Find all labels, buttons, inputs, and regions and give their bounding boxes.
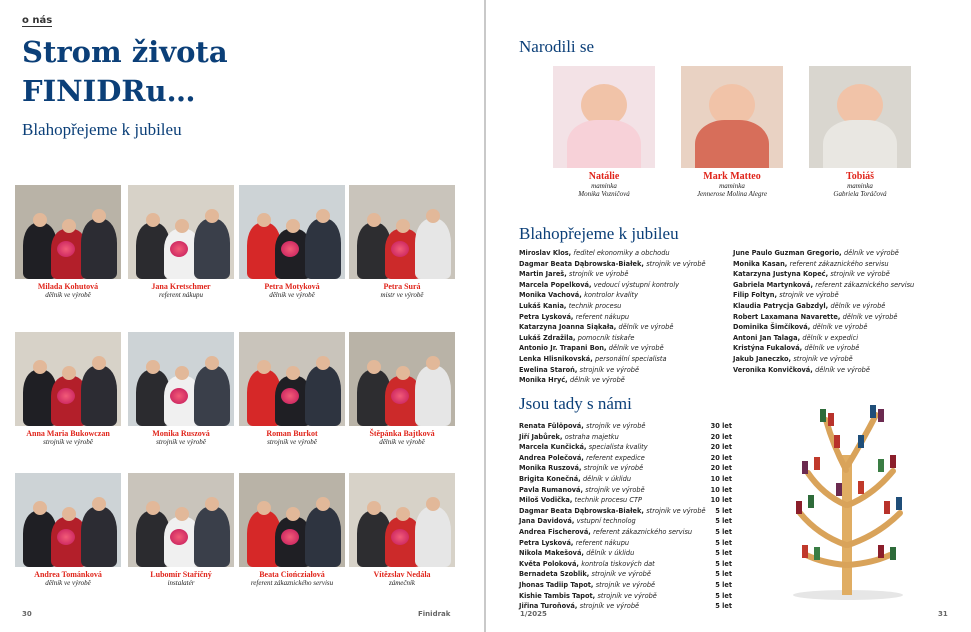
page-subtitle: Blahopřejeme k jubileu xyxy=(22,120,182,139)
baby-card xyxy=(553,66,655,198)
list-item xyxy=(519,538,732,549)
baby-card xyxy=(809,66,911,198)
list-item xyxy=(733,301,948,312)
person-role: dělník v expedici xyxy=(802,333,859,342)
jubilee-card xyxy=(239,473,345,587)
list-item xyxy=(519,485,732,496)
list-item xyxy=(519,527,732,538)
person-role: strojník ve výrobě xyxy=(591,570,651,579)
person-role: strojník ve výrobě xyxy=(579,602,640,611)
tenure-years: 10 let xyxy=(710,474,732,483)
jubilee-name: Petra Surá xyxy=(383,282,421,291)
person-role: strojník ve výrobě xyxy=(830,270,890,279)
jubilee-card xyxy=(349,332,455,446)
book-shape xyxy=(896,497,902,510)
list-item xyxy=(519,580,732,591)
list-item xyxy=(519,463,732,474)
tenure-section-title: Jsou tady s námi xyxy=(519,394,632,413)
book-shape xyxy=(814,457,820,470)
page-number-right: 31 xyxy=(938,610,948,618)
person-name: Jiří Jabůrek, xyxy=(519,432,565,441)
list-item xyxy=(519,322,734,333)
book-shape xyxy=(802,545,808,558)
book-shape xyxy=(796,501,802,514)
bookshelf-tree-image xyxy=(778,395,928,600)
person-name: Dagmar Beata Dąbrowska-Białek, xyxy=(519,506,647,515)
person-role: strojník ve výrobě xyxy=(646,259,706,268)
baby-name: Natálie xyxy=(588,171,620,182)
list-item xyxy=(519,516,732,527)
book-shape xyxy=(878,459,884,472)
list-item xyxy=(733,354,948,365)
list-item xyxy=(519,354,734,365)
person-name: Lenka Hlisnikovská, xyxy=(519,354,596,363)
jubilee-name: Andrea Tománková xyxy=(34,570,102,579)
list-item xyxy=(519,453,732,464)
jubilee-name: Vítězslav Nedála xyxy=(373,570,431,579)
list-item xyxy=(733,269,948,280)
book-shape xyxy=(878,545,884,558)
jubilee-photo xyxy=(349,185,455,279)
book-shape xyxy=(808,495,814,508)
born-section-title: Narodili se xyxy=(519,37,595,56)
list-item xyxy=(519,601,732,612)
person-name: Dagmar Beata Dąbrowska-Białek, xyxy=(519,259,647,268)
tenure-years: 10 let xyxy=(710,485,732,494)
jubilee-role: strojník ve výrobě xyxy=(267,438,317,446)
mother-label: maminka xyxy=(719,182,745,190)
tenure-years: 30 let xyxy=(710,422,732,430)
list-item xyxy=(733,290,948,301)
jubilee-card xyxy=(349,185,455,299)
list-item xyxy=(519,569,732,580)
jubilee-role: dělník ve výrobě xyxy=(379,438,425,446)
person-role: strojník ve výrobě xyxy=(595,580,656,589)
list-item xyxy=(519,442,732,453)
list-item xyxy=(519,248,734,259)
jubilee-name: Monika Ruszová xyxy=(152,429,210,438)
jubilee-name: Štěpánka Bajtková xyxy=(369,429,435,438)
list-item xyxy=(519,343,734,354)
book-shape xyxy=(836,483,842,496)
list-item xyxy=(519,432,732,443)
person-role: ředitel ekonomiky a obchodu xyxy=(573,249,670,257)
list-item xyxy=(733,280,948,291)
person-role: referent zákaznického servisu xyxy=(593,527,693,536)
person-role: referent zákaznického servisu xyxy=(815,280,915,289)
list-item xyxy=(519,506,732,517)
jubilee-role: referent zákaznického servisu xyxy=(250,579,334,587)
person-role: dělník ve výrobě xyxy=(569,376,625,385)
footer-brand: Finidrak xyxy=(418,610,451,618)
person-name: Marcela Kunčická, xyxy=(519,443,589,452)
person-name: Robert Laxamana Navarette, xyxy=(733,312,843,321)
page-number-left: 30 xyxy=(22,610,32,618)
person-name: Jhonas Tadiip Tapot, xyxy=(519,580,596,589)
person-role: dělník ve výrobě xyxy=(815,365,870,374)
person-role: referent expedice xyxy=(586,453,645,462)
jubilee-role: strojník ve výrobě xyxy=(156,438,206,446)
list-item xyxy=(519,559,732,570)
person-name: Antonio Jr. Trapani Bon, xyxy=(519,344,609,353)
list-item xyxy=(519,474,732,485)
person-name: Ewelina Staroń, xyxy=(519,365,580,374)
book-shape xyxy=(814,547,820,560)
person-name: June Paulo Guzman Gregorio, xyxy=(733,249,844,257)
jubilee-role: dělník ve výrobě xyxy=(45,579,91,587)
list-item xyxy=(733,312,948,323)
jubilee-photo xyxy=(15,185,121,279)
book-shape xyxy=(802,461,808,474)
list-item xyxy=(733,248,948,259)
person-name: Jakub Janeczko, xyxy=(733,354,794,363)
list-item xyxy=(519,259,734,270)
book-shape xyxy=(828,413,834,426)
baby-name: Tobiáš xyxy=(846,171,874,182)
list-item xyxy=(519,375,734,386)
tenure-years: 5 let xyxy=(715,506,732,515)
person-role: ostraha majetku xyxy=(564,432,619,441)
tenure-years: 5 let xyxy=(715,580,732,589)
jubilee-photo xyxy=(15,332,121,426)
person-role: referent zákaznického servisu xyxy=(789,259,889,268)
jubilee-name: Jana Kretschmer xyxy=(151,282,211,291)
person-name: Klaudia Patrycja Gabzdyl, xyxy=(733,301,831,310)
mother-name: Monika Vozničová xyxy=(578,190,630,198)
person-role: specialista kvality xyxy=(588,443,648,452)
person-name: Brigita Konečná, xyxy=(519,474,583,483)
list-item xyxy=(733,333,948,344)
jubilee-card xyxy=(239,332,345,446)
list-item xyxy=(733,365,948,376)
jubilee-list-col2 xyxy=(733,248,948,375)
book-shape xyxy=(878,409,884,422)
person-name: Miroslav Klos, xyxy=(519,249,574,257)
person-name: Lukáš Zdražila, xyxy=(519,333,578,342)
jubilee-card xyxy=(239,185,345,299)
person-name: Kristýna Fukalová, xyxy=(733,344,805,353)
person-role: vedoucí výstupní kontroly xyxy=(593,280,680,289)
book-shape xyxy=(858,481,864,494)
jubilee-role: strojník ve výrobě xyxy=(43,438,93,446)
person-role: dělník ve výrobě xyxy=(804,344,860,353)
jubilee-photo xyxy=(239,332,345,426)
person-role: pomocník tiskaře xyxy=(577,333,635,342)
person-name: Antoni Jan Talaga, xyxy=(733,333,803,342)
person-name: Kishie Tambis Tapot, xyxy=(519,591,598,600)
person-role: strojník ve výrobě xyxy=(583,464,644,473)
person-role: dělník ve výrobě xyxy=(812,323,868,332)
tenure-years: 20 let xyxy=(710,453,732,462)
jubilee-role: dělník ve výrobě xyxy=(45,291,91,299)
person-name: Veronika Konvičková, xyxy=(733,365,816,374)
jubilee-role: mistr ve výrobě xyxy=(380,291,424,299)
jubilee-photo xyxy=(239,473,345,567)
person-name: Andrea Polečová, xyxy=(519,453,587,462)
person-role: dělník ve výrobě xyxy=(608,344,664,353)
book-shape xyxy=(870,405,876,418)
tenure-years: 5 let xyxy=(715,517,732,526)
person-role: dělník ve výrobě xyxy=(830,301,886,310)
tenure-years: 5 let xyxy=(715,570,732,579)
person-name: Pavla Rumanová, xyxy=(519,485,586,494)
list-item xyxy=(519,591,732,602)
person-name: Filip Foltyn, xyxy=(733,291,780,300)
jubilee-photo xyxy=(349,332,455,426)
person-role: dělník ve výrobě xyxy=(618,323,674,332)
mother-label: maminka xyxy=(591,182,617,190)
tenure-years: 20 let xyxy=(710,464,732,473)
person-name: Petra Lysková, xyxy=(519,312,576,321)
person-role: dělník v úklidu xyxy=(586,549,635,558)
jubilee-role: dělník ve výrobě xyxy=(269,291,315,299)
jubilee-card xyxy=(128,473,234,587)
jubilee-name: Lubomír Staříčný xyxy=(150,570,212,579)
person-name: Katarzyna Justyna Kopeć, xyxy=(733,270,831,279)
list-item xyxy=(519,301,734,312)
mother-label: maminka xyxy=(847,182,873,190)
tenure-years: 5 let xyxy=(715,559,732,568)
tenure-years: 20 let xyxy=(710,443,732,452)
book-shape xyxy=(820,409,826,422)
person-name: Květa Poloková, xyxy=(519,559,582,568)
jubilee-card xyxy=(15,473,121,587)
person-role: strojník ve výrobě xyxy=(793,354,853,363)
section-kicker: o nás xyxy=(22,15,53,26)
person-name: Andrea Fischerová, xyxy=(519,527,594,536)
tenure-years: 5 let xyxy=(715,538,732,547)
mother-name: Jennerose Molina Alegre xyxy=(696,190,768,198)
person-role: dělník ve výrobě xyxy=(842,312,898,321)
person-name: Monika Ruszová, xyxy=(519,464,584,473)
person-role: referent nákupu xyxy=(575,312,630,321)
book-shape xyxy=(890,455,896,468)
jubilee-name: Roman Burkot xyxy=(266,429,318,438)
person-role: technik procesu xyxy=(568,301,622,310)
book-shape xyxy=(884,501,890,514)
tenure-years: 5 let xyxy=(715,602,732,611)
jubilee-role: instalatér xyxy=(167,579,195,587)
tenure-years: 10 let xyxy=(710,496,732,505)
person-name: Petra Lysková, xyxy=(519,538,576,547)
person-role: referent nákupu xyxy=(575,538,630,547)
jubilee-name: Anna Maria Bukowczan xyxy=(26,429,110,438)
jubilee-name: Beata Ciończiałová xyxy=(259,570,325,579)
person-role: strojník ve výrobě xyxy=(585,485,645,494)
jubilee-photo xyxy=(128,185,234,279)
page-title: Strom života FINIDRu… xyxy=(22,35,228,108)
jubilee-name: Milada Kohutová xyxy=(37,282,99,291)
left-page xyxy=(0,0,485,632)
person-role: strojník ve výrobě xyxy=(569,270,629,279)
jubilee-card xyxy=(128,185,234,299)
jubilee-list-col1 xyxy=(519,248,734,386)
person-name: Martin Jareš, xyxy=(519,270,570,279)
person-role: strojník ve výrobě xyxy=(779,291,839,300)
list-item xyxy=(519,333,734,344)
person-name: Nikola Makešová, xyxy=(519,549,587,558)
person-role: strojník ve výrobě xyxy=(597,591,657,600)
jubilee-card xyxy=(349,473,455,587)
tenure-list xyxy=(519,421,732,612)
book-shape xyxy=(890,547,896,560)
tenure-years: 5 let xyxy=(715,591,732,600)
list-item xyxy=(519,312,734,323)
person-role: strojník ve výrobě xyxy=(586,422,646,430)
person-name: Renata Fülöpová, xyxy=(519,422,587,430)
person-name: Miloš Vodička, xyxy=(519,496,575,505)
jubilee-photo xyxy=(15,473,121,567)
person-name: Katarzyna Joanna Siąkała, xyxy=(519,323,619,332)
person-role: dělník ve výrobě xyxy=(843,249,899,257)
tenure-years: 5 let xyxy=(715,527,732,536)
baby-name: Mark Matteo xyxy=(703,171,761,182)
person-name: Marcela Popelková, xyxy=(519,280,594,289)
baby-photo xyxy=(809,66,911,168)
person-name: Monika Vachová, xyxy=(519,291,585,300)
list-item xyxy=(733,259,948,270)
person-name: Monika Kasan, xyxy=(733,259,790,268)
jubilee-name: Petra Motyková xyxy=(264,282,320,291)
jubilee-photo xyxy=(349,473,455,567)
jubilee-role: referent nákupu xyxy=(159,291,203,299)
book-shape xyxy=(834,435,840,448)
person-role: personální specialista xyxy=(595,354,667,363)
jubilee-section-title: Blahopřejeme k jubileu xyxy=(519,224,679,243)
person-role: kontrola tiskových dat xyxy=(581,559,655,568)
person-role: strojník ve výrobě xyxy=(646,506,706,515)
jubilee-card xyxy=(15,332,121,446)
person-role: kontrolor kvality xyxy=(584,291,639,300)
person-role: strojník ve výrobě xyxy=(579,365,640,374)
mother-name: Gabriela Toráčová xyxy=(833,190,887,198)
person-role: vstupní technolog xyxy=(576,517,636,526)
baby-photo xyxy=(553,66,655,168)
list-item xyxy=(519,495,732,506)
baby-photo xyxy=(681,66,783,168)
person-role: dělník v úklidu xyxy=(582,474,631,483)
list-item xyxy=(519,290,734,301)
tenure-years: 20 let xyxy=(710,432,732,441)
list-item xyxy=(519,269,734,280)
list-item xyxy=(519,421,732,432)
book-shape xyxy=(858,435,864,448)
jubilee-card xyxy=(15,185,121,299)
person-name: Monika Hryć, xyxy=(519,376,570,385)
person-name: Jana Davidová, xyxy=(519,517,577,526)
list-item xyxy=(733,322,948,333)
list-item xyxy=(519,280,734,291)
baby-card xyxy=(681,66,783,198)
list-item xyxy=(519,548,732,559)
person-name: Lukáš Kania, xyxy=(519,301,569,310)
issue-number: 1/2025 xyxy=(520,610,547,618)
person-name: Bernadeta Szoblik, xyxy=(519,570,592,579)
list-item xyxy=(733,343,948,354)
person-name: Jiřina Turoňová, xyxy=(519,602,580,611)
tenure-years: 5 let xyxy=(715,549,732,558)
list-item xyxy=(519,365,734,376)
person-name: Gabriela Martynková, xyxy=(733,280,816,289)
jubilee-card xyxy=(128,332,234,446)
jubilee-photo xyxy=(128,473,234,567)
jubilee-photo xyxy=(239,185,345,279)
jubilee-photo xyxy=(128,332,234,426)
person-name: Dominika Šimčíková, xyxy=(733,323,813,332)
person-role: technik procesu CTP xyxy=(574,496,642,505)
jubilee-role: zámečník xyxy=(388,579,416,587)
